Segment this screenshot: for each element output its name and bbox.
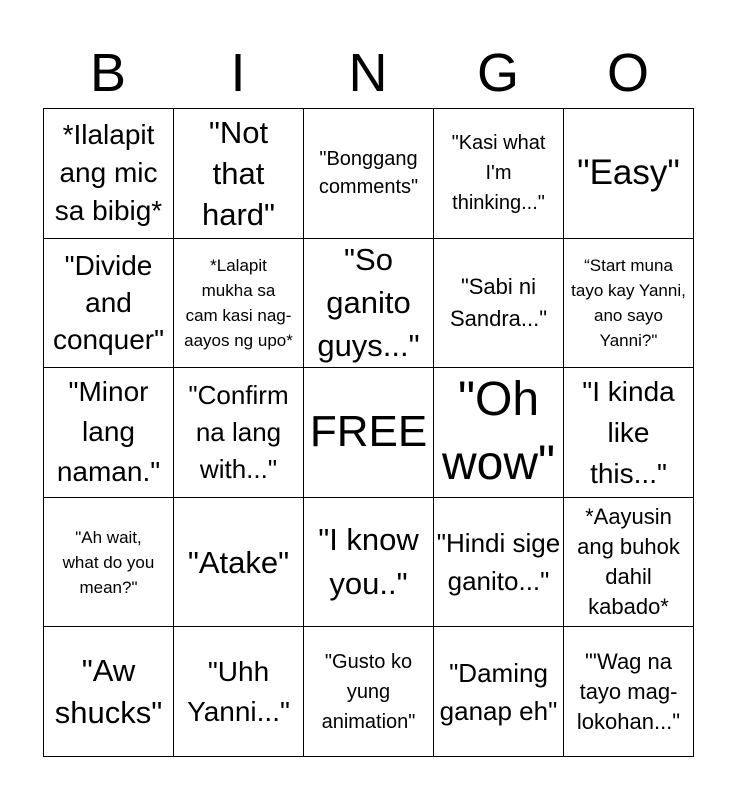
cell-text: "Confirm na lang with..."	[188, 379, 289, 484]
cell-text: "Ah wait, what do you mean?"	[62, 527, 155, 597]
bingo-cell free-space[interactable]	[304, 368, 434, 498]
cell-text: "Kasi what I'm thinking..."	[451, 132, 546, 215]
bingo-board	[43, 108, 694, 757]
bingo-cell[interactable]	[304, 239, 434, 369]
cell-text: "Hindi sige ganito..."	[436, 528, 561, 597]
cell-text: "'Wag na tayo mag-lokohan..."	[576, 648, 681, 734]
bingo-cell[interactable]	[564, 368, 694, 498]
bingo-cell[interactable]	[434, 498, 564, 628]
header-letter-g: G	[476, 43, 519, 103]
cell-text: “Start muna tayo kay Yanni, ano sayo Yanni?"	[571, 255, 686, 350]
bingo-cell[interactable]	[434, 239, 564, 369]
bingo-cell[interactable]	[564, 498, 694, 628]
bingo-cell[interactable]	[434, 368, 564, 498]
cell-text: "Atake"	[187, 544, 290, 580]
bingo-cell[interactable]	[434, 109, 564, 239]
bingo-cell[interactable]	[174, 368, 304, 498]
free-space-label: FREE	[309, 407, 428, 457]
cell-text: *Aayusin ang buhok dahil kabado*	[577, 504, 680, 620]
header-letter-o: O	[606, 43, 649, 103]
cell-text: "Uhh Yanni..."	[187, 655, 290, 727]
bingo-cell[interactable]	[44, 368, 174, 498]
cell-text: "Bonggang comments"	[318, 148, 419, 199]
cell-text: "Aw shucks"	[54, 652, 163, 730]
bingo-cell[interactable]	[44, 109, 174, 239]
bingo-header	[43, 38, 693, 108]
bingo-cell[interactable]	[174, 109, 304, 239]
bingo-cell[interactable]	[564, 627, 694, 757]
header-letter-n: N	[348, 43, 388, 103]
header-letter-i: I	[230, 43, 246, 103]
cell-text: "Sabi ni Sandra..."	[449, 273, 548, 331]
bingo-cell[interactable]	[174, 239, 304, 369]
bingo-cell[interactable]	[304, 498, 434, 628]
bingo-cell[interactable]	[174, 498, 304, 628]
cell-text: "Not that hard"	[201, 114, 276, 232]
cell-text: "So ganito guys..."	[317, 242, 420, 364]
bingo-cell[interactable]	[304, 627, 434, 757]
bingo-cell[interactable]	[174, 627, 304, 757]
cell-text: "Easy"	[577, 153, 680, 193]
bingo-cell[interactable]	[304, 109, 434, 239]
header-letter-b: B	[89, 43, 127, 103]
cell-text: "Divide and conquer"	[52, 250, 165, 356]
cell-text: *Lalapit mukha sa cam kasi nag-aayos ng upo*	[184, 255, 293, 350]
bingo-cell[interactable]	[564, 109, 694, 239]
bingo-cell[interactable]	[44, 239, 174, 369]
bingo-cell[interactable]	[564, 239, 694, 369]
cell-text: "I kinda like this..."	[582, 375, 675, 489]
cell-text: *Ilalapit ang mic sa bibig*	[54, 119, 163, 227]
cell-text: "Oh wow"	[441, 373, 556, 491]
cell-text: "Minor lang naman."	[56, 376, 161, 488]
bingo-cell[interactable]	[434, 627, 564, 757]
bingo-cell[interactable]	[44, 498, 174, 628]
bingo-cell[interactable]	[44, 627, 174, 757]
cell-text: "Daming ganap eh"	[439, 657, 558, 726]
cell-text: "Gusto ko yung animation"	[321, 650, 416, 733]
cell-text: "I know you.."	[318, 522, 419, 602]
